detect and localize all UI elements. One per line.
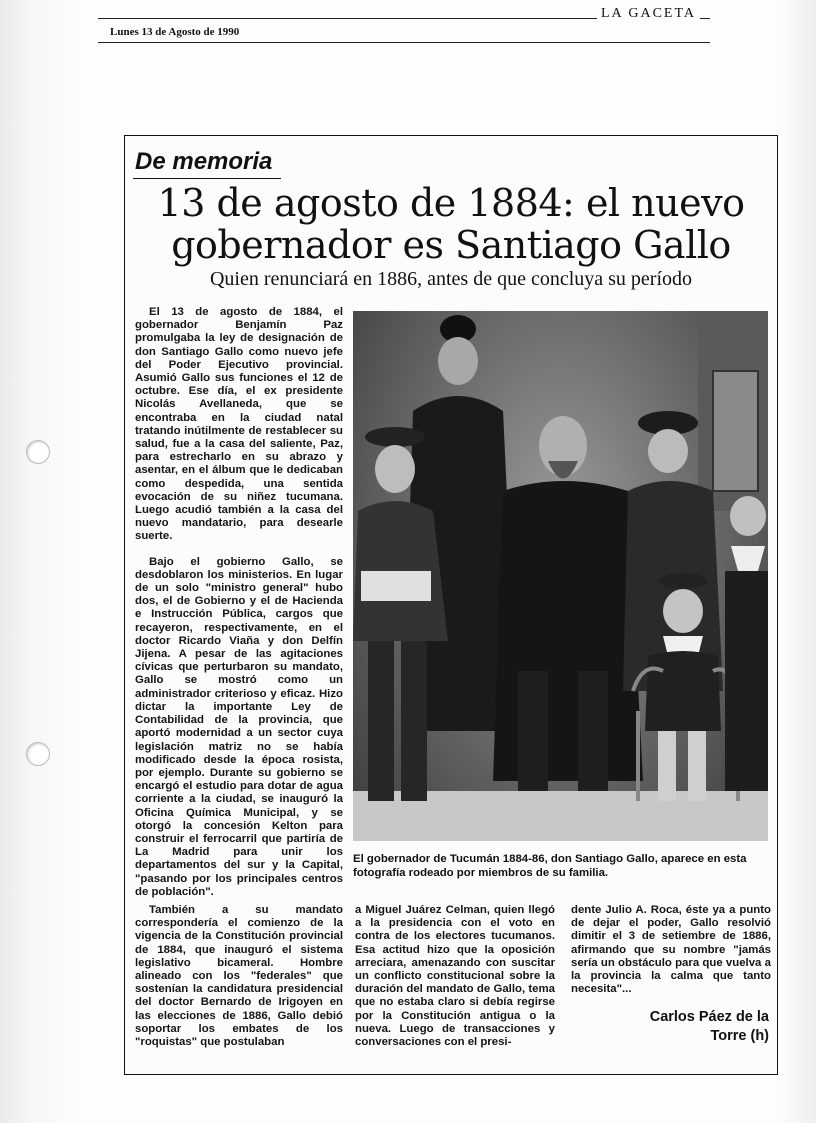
column-bottom-right bbox=[571, 904, 771, 1008]
issue-date: Lunes 13 de Agosto de 1990 bbox=[110, 26, 240, 38]
column-bottom-left bbox=[135, 904, 343, 1061]
newspaper-name: LA GACETA bbox=[597, 6, 700, 22]
headline-line-2: gobernador es Santiago Gallo bbox=[171, 223, 731, 267]
column-left bbox=[135, 306, 343, 911]
paragraph-5: dente Julio A. Roca, éste ya a punto de dejar el poder, Gallo resolvió dimitir el 3 de setiembre de 1886, afirmando que su nombre "jamás sería un obstáculo para que vuelva a la provincia la calma que tanto necesita"... bbox=[571, 904, 771, 996]
section-label: De memoria bbox=[135, 148, 273, 175]
punch-hole bbox=[26, 742, 50, 766]
paragraph-3: También a su mandato correspondería el comienzo de la vigencia de la Constitución provincial de 1884, que inauguró el sistema legislativo bicameral. Hombre alineado con los "federales" que sostenían la candidatura presidencial del doctor Bernardo de Irigoyen en las elecciones de 1886, Gallo debió soportar los embates de los "roquistas" que postulaban bbox=[135, 904, 343, 1049]
paragraph-1: El 13 de agosto de 1884, el gobernador Benjamín Paz promulgaba la ley de designación de don Santiago Gallo como nuevo jefe del Poder Ejecutivo provincial. Asumió Gallo sus funciones el 12 de octubre. Ese día, el ex presidente Nicolás Avellaneda, que se encontraba en la ciudad natal tratando inútilmente de restablecer su salud, fue a la casa del saliente, Paz, para estrecharlo en su abrazo y asentar, en el álbum que le dedicaban como despedida, una sentida evocación de su niñez tucumana. Luego acudió también a la casa del nuevo mandatario, para desearle suerte. bbox=[135, 306, 343, 543]
author-line-1: Carlos Páez de la bbox=[649, 1009, 769, 1025]
section-underline bbox=[133, 178, 281, 179]
punch-hole bbox=[26, 440, 50, 464]
newspaper-header bbox=[98, 6, 710, 42]
author-line-2: Torre (h) bbox=[710, 1028, 769, 1044]
paragraph-2: Bajo el gobierno Gallo, se desdoblaron los ministerios. En lugar de un solo "ministro general" hubo dos, el de Gobierno y el de Hacienda e Instrucción Pública, cargos que recayeron, respectivamente, en el doctor Ricardo Viaña y don Delfín Jijena. A pesar de las agitaciones cívicas que perturbaron su mandato, Gallo se mostró como un administrador criterioso y eficaz. Hizo dictar la importante Ley de Contabilidad de la provincia, que aportó modernidad a un sector cuya legislación matriz no se había modificado desde la época rosista, por ejemplo. Durante su gobierno se encargó el estudio para dotar de agua corriente a la ciudad, se inauguró la Oficina Química Municipal, y se otorgó la concesión Kelton para construir el ferrocarril que partiría de La Madrid para unir los departamentos del sur y la Capital, "pasando por los principales centros de población". bbox=[135, 555, 343, 898]
article-headline bbox=[125, 182, 777, 266]
photo-illustration bbox=[353, 311, 768, 841]
paragraph-4: a Miguel Juárez Celman, quien llegó a la presidencia con el voto en contra de los electores tucumanos. Esa actitud hizo que la oposición arreciara, amenazando con suscitar un conflicto constitucional sobre la duración del mandato de Gallo, tema que no estaba claro si debía regirse por la Constitución antigua o la nueva. Luego de transacciones y conversaciones con el presi- bbox=[355, 904, 555, 1049]
header-bottom-rule bbox=[98, 42, 710, 43]
photo-caption: El gobernador de Tucumán 1884-86, don Santiago Gallo, aparece en esta fotografía rodeado por miembros de su familia. bbox=[353, 853, 747, 879]
article-subtitle: Quien renunciará en 1886, antes de que concluya su período bbox=[209, 268, 693, 290]
headline-line-1: 13 de agosto de 1884: el nuevo bbox=[157, 181, 745, 225]
column-bottom-middle bbox=[355, 904, 555, 1061]
article-box bbox=[124, 135, 778, 1075]
family-photograph bbox=[353, 311, 768, 841]
article-author bbox=[650, 1008, 769, 1046]
